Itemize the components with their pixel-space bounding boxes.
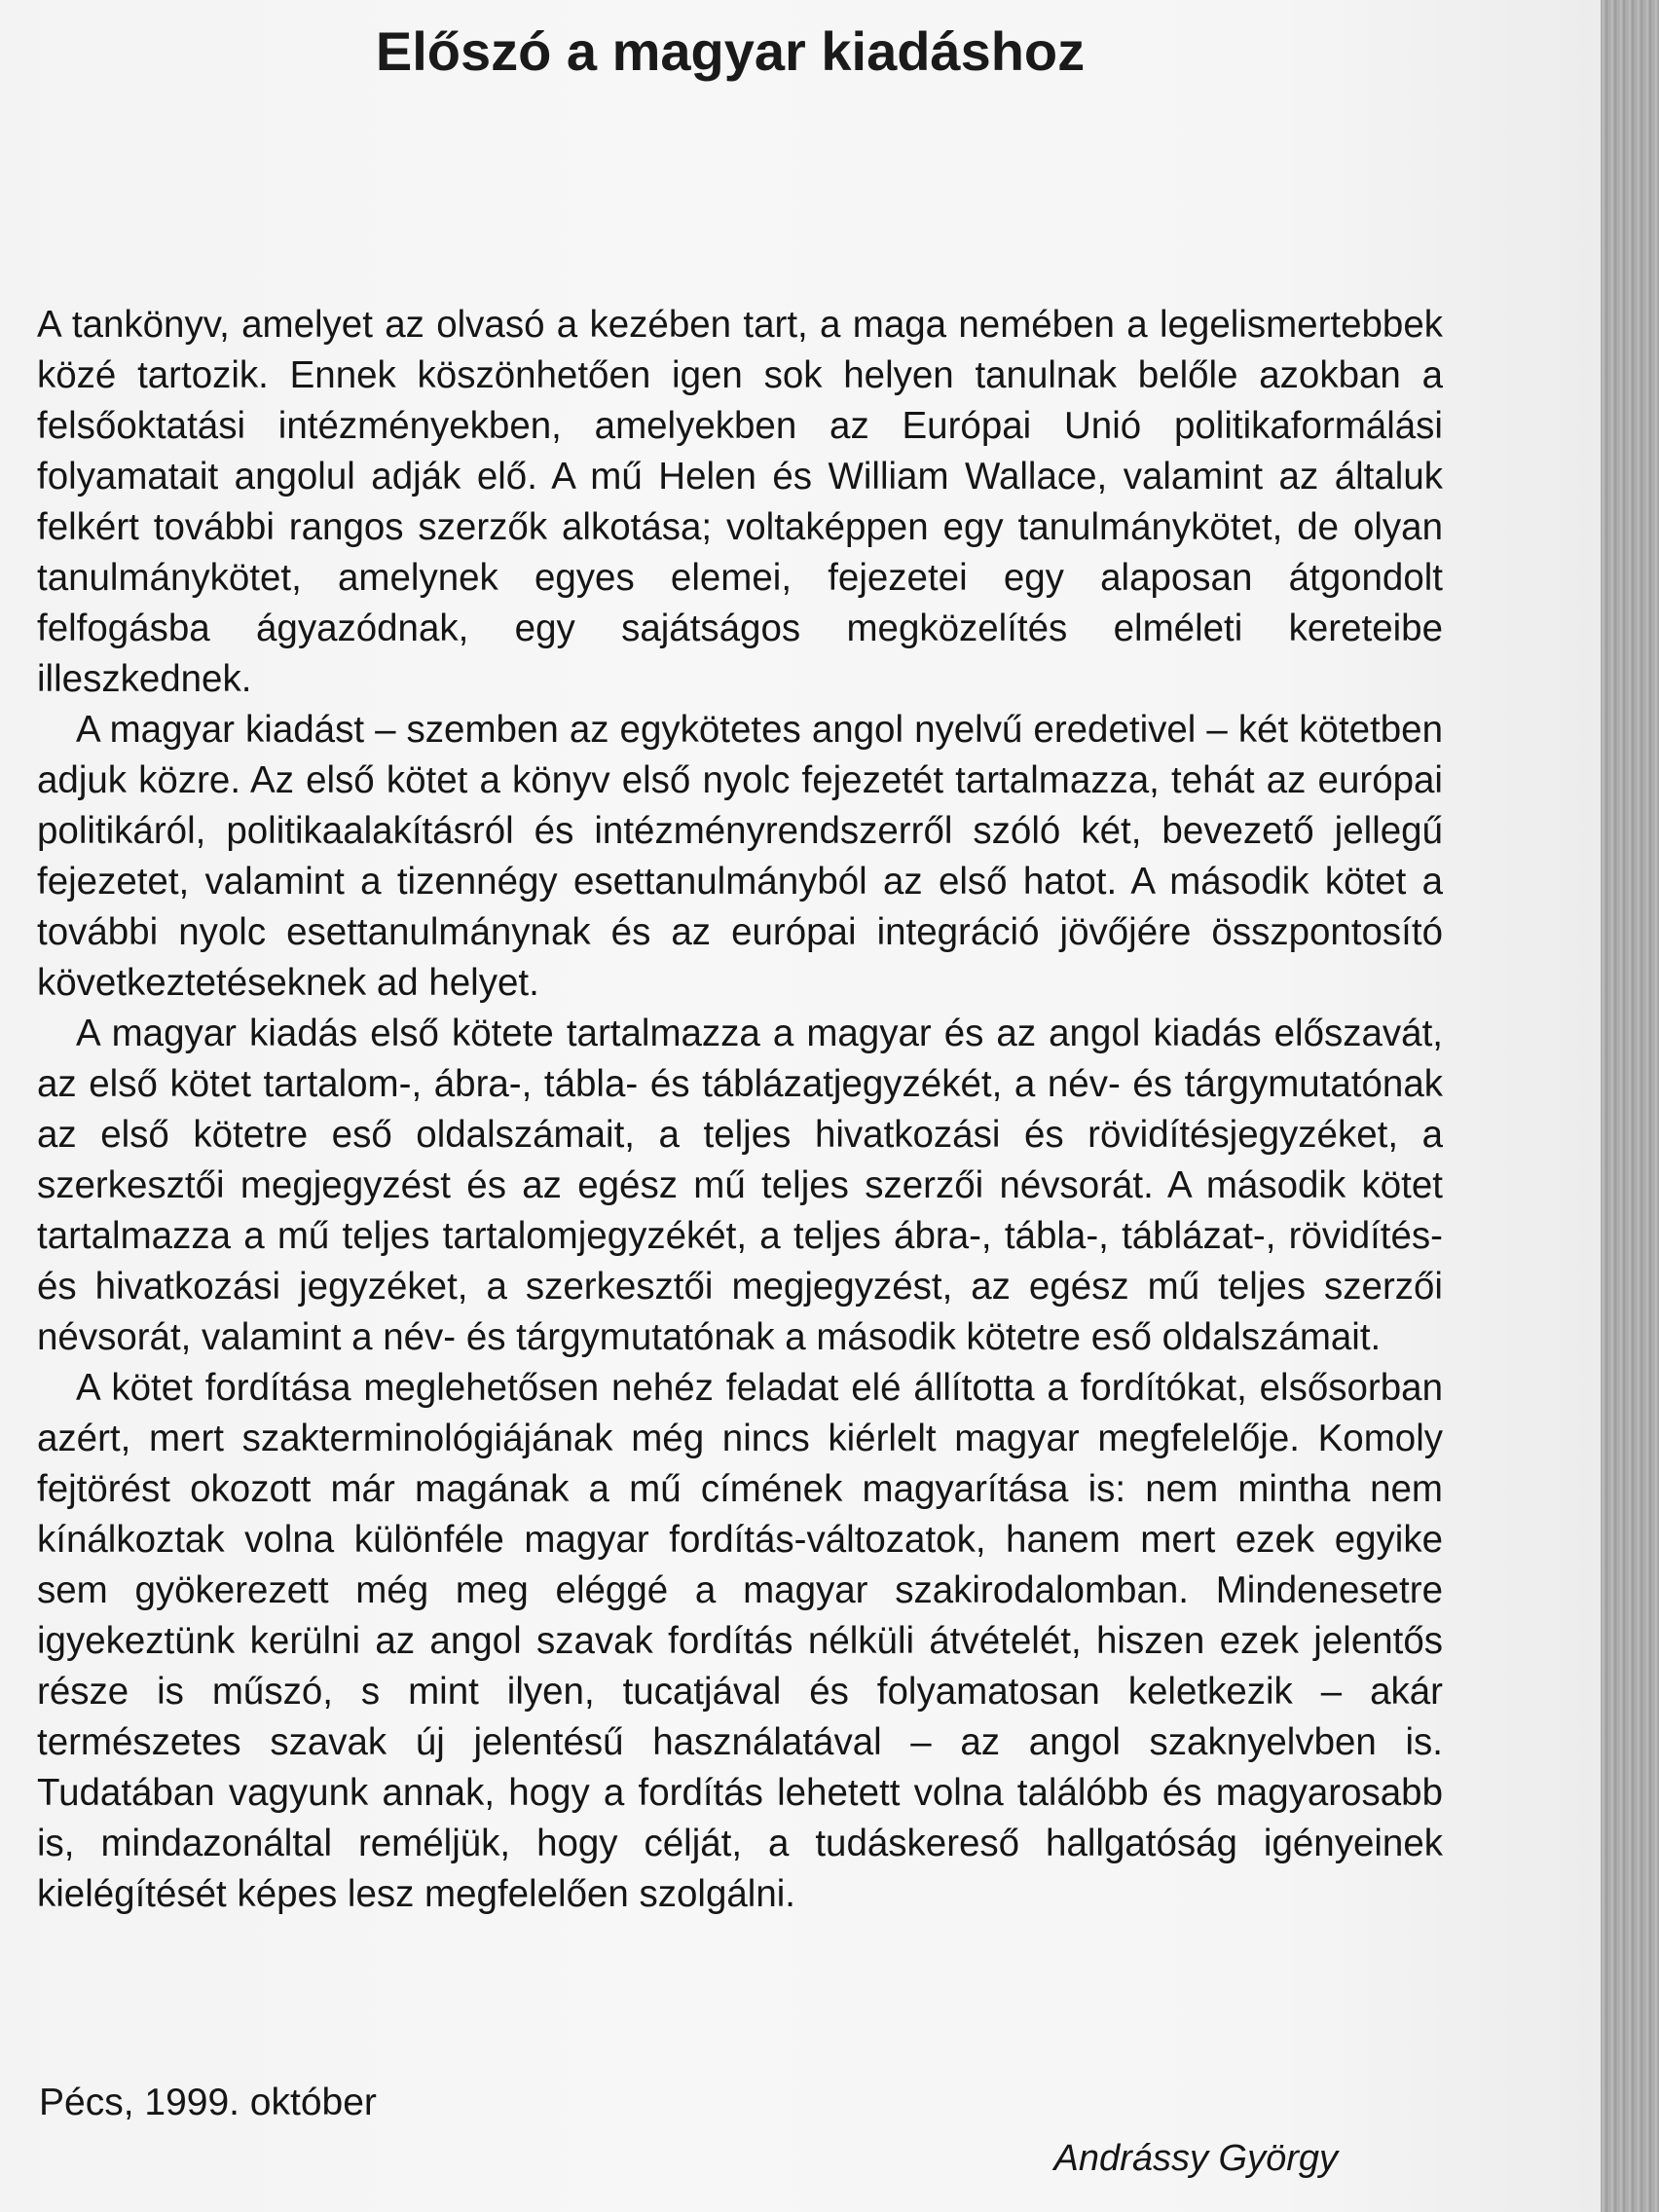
- signature: Andrássy György: [1053, 2138, 1338, 2179]
- paragraph-1: A tankönyv, amelyet az olvasó a kezében tart, a maga nemében a legelismertebbek közé tartozik. Ennek köszönhetően igen sok helyen tanulnak belőle azokban a felsőoktatási intézményekben, amelyekben az Európai Unió politikaformálási folyamatait angolul adják elő. A mű Helen és William Wallace, valamint az általuk felkért további rangos szerzők alkotása; voltaképpen egy tanulmánykötet, de olyan tanulmánykötet, amelynek egyes elemei, fejezetei egy alaposan átgondolt felfogásba ágyazódnak, egy sajátságos megközelítés elméleti kereteibe illeszkednek.: [37, 304, 1443, 700]
- page-title: Előszó a magyar kiadáshoz: [375, 20, 1086, 82]
- place-date: Pécs, 1999. október: [39, 2082, 377, 2123]
- body-text: [37, 300, 1443, 1920]
- paragraph-4: A kötet fordítása meglehetősen nehéz feladat elé állította a fordítókat, elsősorban azért, mert szakterminológiájának még nincs kiérlelt magyar megfelelője. Komoly fejtörést okozott már magának a mű címének magyarítása is: nem mintha nem kínálkoztak volna különféle magyar fordítás-változatok, hanem mert ezek egyike sem gyökerezett még meg eléggé a magyar szakirodalomban. Mindenesetre igyekeztünk kerülni az angol szavak fordítás nélküli átvételét, hiszen ezek jelentős része is műszó, s mint ilyen, tucatjával és folyamatosan keletkezik – akár természetes szavak új jelentésű használatával – az angol szaknyelvben is. Tudatában vagyunk annak, hogy a fordítás lehetett volna találóbb és magyarosabb is, mindazonáltal reméljük, hogy célját, a tudáskereső hallgatóság igényeinek kielégítését képes lesz megfelelően szolgálni.: [37, 1367, 1443, 1915]
- paragraph-3: A magyar kiadás első kötete tartalmazza a magyar és az angol kiadás előszavát, az első kötet tartalom-, ábra-, tábla- és táblázatjegyzékét, a név- és tárgymutatónak az első kötetre eső oldalszámait, a teljes hivatkozási és rövidítésjegyzéket, a szerkesztői megjegyzést és az egész mű teljes szerzői névsorát. A második kötet tartalmazza a mű teljes tartalomjegyzékét, a teljes ábra-, tábla-, táblázat-, rövidítés- és hivatkozási jegyzéket, a szerkesztői megjegyzést, az egész mű teljes szerzői névsorát, valamint a név- és tárgymutatónak a második kötetre eső oldalszámait.: [37, 1013, 1443, 1358]
- paragraph-2: A magyar kiadást – szemben az egykötetes angol nyelvű eredetivel – két kötetben adjuk közre. Az első kötet a könyv első nyolc fejezetét tartalmazza, tehát az európai politikáról, politikaalakításról és intézményrendszerről szóló két, bevezető jellegű fejezetet, valamint a tizennégy esettanulmányból az első hatot. A második kötet a további nyolc esettanulmánynak és az európai integráció jövőjére összpontosító következtetéseknek ad helyet.: [37, 709, 1443, 1004]
- page-edge: [1601, 0, 1659, 2212]
